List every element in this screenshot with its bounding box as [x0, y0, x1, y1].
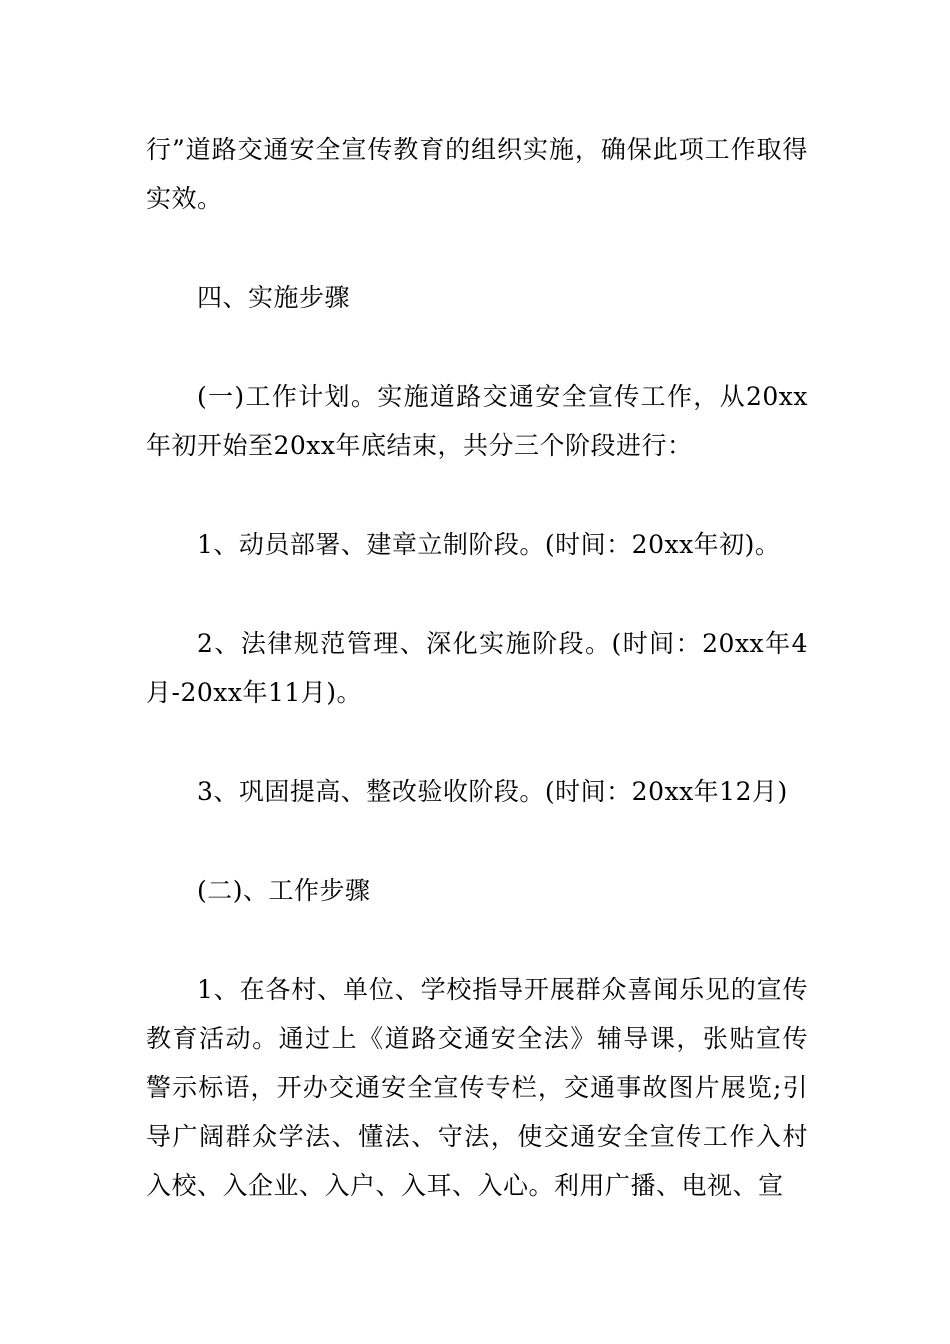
paragraph-work-plan: (一)工作计划。实施道路交通安全宣传工作，从20xx年初开始至20xx年底结束，共分三个阶段进行：: [146, 382, 808, 460]
section-heading-implementation-steps: 四、实施步骤: [197, 283, 351, 312]
paragraph-stage-3: 3、巩固提高、整改验收阶段。(时间：20xx年12月): [197, 777, 788, 806]
paragraph-step-1: 1、在各村、单位、学校指导开展群众喜闻乐见的宣传教育活动。通过上《道路交通安全法》辅导课，张贴宣传警示标语，开办交通安全宣传专栏，交通事故图片展览;引导广阔群众学法、懂法、守法，使交通安全宣传工作入村入校、入企业、入户、入耳、入心。利用广播、电视、宣: [146, 975, 808, 1200]
subheading-work-steps: (二)、工作步骤: [197, 876, 371, 905]
paragraph-stage-1: 1、动员部署、建章立制阶段。(时间：20xx年初)。: [197, 530, 781, 559]
paragraph-stage-2: 2、法律规范管理、深化实施阶段。(时间：20xx年4月-20xx年11月)。: [146, 629, 808, 707]
paragraph-continuation: 行”道路交通安全宣传教育的组织实施，确保此项工作取得实效。: [146, 135, 808, 213]
document-body: [146, 125, 808, 1210]
